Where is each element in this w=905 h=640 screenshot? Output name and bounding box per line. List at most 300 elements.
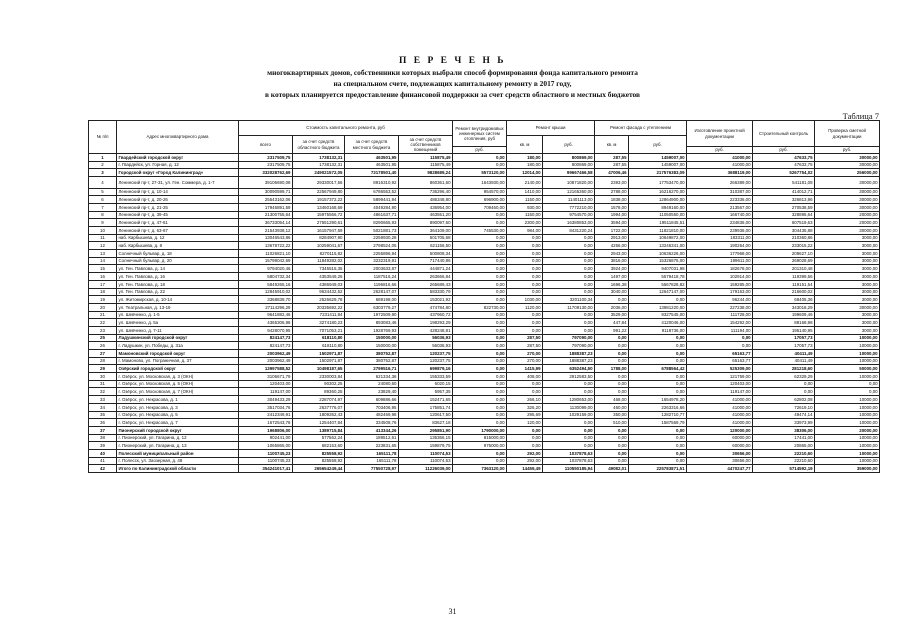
- cell-design: 182678,00: [687, 265, 753, 273]
- cell-local: 150000,00: [345, 334, 399, 342]
- header-design-unit: руб.: [687, 147, 753, 154]
- cell-heating: 0,00: [453, 242, 507, 250]
- cell-local: 413344,26: [345, 426, 399, 434]
- header-roof-sqm: кв. м: [507, 136, 543, 154]
- table-row: [89, 388, 880, 396]
- cell-address: г. Озёрск, ул. Московская, д. 3 (ОКН): [117, 373, 239, 381]
- cell-verification: 20000,00: [815, 211, 880, 219]
- cell-control: 199609,46: [753, 311, 815, 319]
- cell-local: 8916310,92: [345, 177, 399, 189]
- cell-no: 1: [89, 154, 117, 162]
- cell-design: 120403,00: [687, 380, 753, 388]
- cell-roof-rub: 800869,00: [543, 154, 595, 162]
- cell-owners: 159879,75: [399, 442, 453, 450]
- cell-address: Озёрский городской округ: [117, 365, 239, 373]
- cell-design: 41000,00: [687, 161, 753, 169]
- cell-roof-rub: 0,00: [543, 426, 595, 434]
- cell-local: 1928769,93: [345, 326, 399, 334]
- cell-address: Мамоновский городской округ: [117, 350, 239, 358]
- cell-total: 1672543,78: [239, 419, 293, 427]
- cell-no: 10: [89, 227, 117, 235]
- cell-roof-sqm: 0,00: [507, 250, 543, 258]
- cell-local: 2255896,94: [345, 250, 399, 258]
- cell-verification: 30000,00: [815, 154, 880, 162]
- cell-roof-rub: 110550185,94: [543, 465, 595, 473]
- cell-total: 3517034,76: [239, 403, 293, 411]
- cell-total: 3368839,70: [239, 296, 293, 304]
- table-row: [89, 288, 880, 296]
- cell-facade-rub: 4120046,00: [629, 319, 687, 327]
- cell-local: 77550728,97: [345, 465, 399, 473]
- cell-total: 824147,73: [239, 334, 293, 342]
- cell-regional: 27551290,61: [293, 219, 345, 227]
- cell-owners: 152471,65: [399, 396, 453, 404]
- document-subtitle-line-2: на специальном счете, подлежащих капитальному ремонту в 2017 году,: [333, 79, 572, 88]
- cell-owners: 500808,34: [399, 250, 453, 258]
- cell-roof-rub: 0,00: [543, 273, 595, 281]
- cell-roof-rub: 0,00: [543, 234, 595, 242]
- cell-regional: 22567949,80: [293, 188, 345, 196]
- cell-owners: 717440,86: [399, 257, 453, 265]
- cell-no: 5: [89, 188, 117, 196]
- cell-local: 73178501,40: [345, 169, 399, 177]
- cell-regional: 7231411,84: [293, 311, 345, 319]
- table-row: [89, 442, 880, 450]
- cell-facade-sqm: 287,55: [595, 154, 629, 162]
- cell-no: 25: [89, 334, 117, 342]
- cell-heating: 0,00: [453, 234, 507, 242]
- cell-no: 21: [89, 311, 117, 319]
- cell-total: 4365306,98: [239, 319, 293, 327]
- table-row: [89, 319, 880, 327]
- cell-design: 96244,00: [687, 296, 753, 304]
- cell-regional: 16157947,59: [293, 227, 345, 235]
- cell-facade-sqm: 47006,46: [595, 169, 629, 177]
- cell-facade-rub: 12647147,00: [629, 288, 687, 296]
- cell-roof-rub: 797090,00: [543, 342, 595, 350]
- cell-owners: 110074,53: [399, 449, 453, 457]
- cell-facade-sqm: 1497,00: [595, 273, 629, 281]
- cell-roof-rub: 10871820,00: [543, 177, 595, 189]
- cell-design: 120000,00: [687, 426, 753, 434]
- cell-heating: 0,00: [453, 273, 507, 281]
- table-row: [89, 188, 880, 196]
- cell-roof-rub: 0,00: [543, 419, 595, 427]
- cell-heating: 0,00: [453, 419, 507, 427]
- cell-design: 154292,00: [687, 319, 753, 327]
- cell-verification: 3000,00: [815, 273, 880, 281]
- cell-facade-rub: 15326875,00: [629, 257, 687, 265]
- cell-facade-rub: 6788564,42: [629, 365, 687, 373]
- cell-heating: 0,00: [453, 365, 507, 373]
- cell-control: 541181,08: [753, 177, 815, 189]
- cell-local: 5899441,94: [345, 196, 399, 204]
- cell-no: 14: [89, 257, 117, 265]
- cell-no: 23: [89, 326, 117, 334]
- cell-control: 40411,49: [753, 350, 815, 358]
- cell-address: Ленинский пр-т, 27-31, ул. Ген. Соммера, д. 1-7: [117, 177, 239, 189]
- cell-local: 3232319,81: [345, 257, 399, 265]
- cell-facade-rub: 0,00: [629, 388, 687, 396]
- cell-roof-rub: 0,00: [543, 257, 595, 265]
- cell-total: 2317509,75: [239, 161, 293, 169]
- cell-local: 6786553,52: [345, 188, 399, 196]
- cell-verification: 10000,00: [815, 342, 880, 350]
- cell-roof-sqm: 287,50: [507, 342, 543, 350]
- cell-roof-sqm: 2300,00: [507, 219, 543, 227]
- cell-no: 11: [89, 234, 117, 242]
- cell-facade-sqm: 1578,00: [595, 203, 629, 211]
- cell-no: 32: [89, 388, 117, 396]
- cell-facade-rub: 1459007,00: [629, 154, 687, 162]
- cell-facade-rub: 11050550,00: [629, 211, 687, 219]
- cell-address: г. Озёрск, ул. Некрасова, д. 5: [117, 411, 239, 419]
- cell-design: 266389,00: [687, 177, 753, 189]
- cell-control: 210360,86: [753, 234, 815, 242]
- cell-facade-rub: 0,00: [629, 296, 687, 304]
- cell-no: 37: [89, 426, 117, 434]
- cell-no: 2: [89, 161, 117, 169]
- cell-control: 20865,00: [753, 442, 815, 450]
- cell-regional: 618110,80: [293, 342, 345, 350]
- cell-roof-sqm: 266,10: [507, 396, 543, 404]
- header-facade: Ремонт фасада с утеплением: [595, 121, 687, 136]
- cell-roof-sqm: 1120,00: [507, 303, 543, 311]
- cell-roof-rub: 11401113,00: [543, 196, 595, 204]
- table-row: [89, 177, 880, 189]
- header-facade-sqm: кв. м: [595, 136, 629, 154]
- cell-total: 1065865,00: [239, 442, 293, 450]
- cell-design: 111194,00: [687, 326, 753, 334]
- cell-heating: 1643930,00: [453, 177, 507, 189]
- cell-control: 47633,75: [753, 154, 815, 162]
- table-row: [89, 373, 880, 381]
- cell-roof-sqm: 292,00: [507, 449, 543, 457]
- cell-local: 24080,60: [345, 380, 399, 388]
- cell-roof-rub: 3201100,34: [543, 296, 595, 304]
- cell-roof-sqm: 0,00: [507, 280, 543, 288]
- cell-design: 65163,77: [687, 357, 753, 365]
- cell-regional: 29330017,56: [293, 177, 345, 189]
- cell-facade-rub: 225783871,51: [629, 465, 687, 473]
- cell-heating: 696900,00: [453, 196, 507, 204]
- cell-facade-sqm: 0,00: [595, 357, 629, 365]
- header-no: № п/п: [89, 121, 117, 154]
- cell-roof-sqm: 287,50: [507, 334, 543, 342]
- cell-control: 62802,08: [753, 396, 815, 404]
- cell-design: 234836,00: [687, 219, 753, 227]
- cell-verification: 359000,00: [815, 465, 880, 473]
- cell-total: 17946891,59: [239, 203, 293, 211]
- cell-total: 120403,00: [239, 380, 293, 388]
- table-row: [89, 426, 880, 434]
- cell-heating: 975000,00: [453, 442, 507, 450]
- cell-roof-sqm: 0,00: [507, 288, 543, 296]
- header-regional: за счет средств областного бюджета: [293, 136, 345, 154]
- cell-facade-rub: 5579418,78: [629, 273, 687, 281]
- cell-local: 1972509,90: [345, 311, 399, 319]
- table-row: [89, 380, 880, 388]
- cell-facade-sqm: 0,00: [595, 296, 629, 304]
- cell-owners: 9828689,24: [399, 169, 453, 177]
- cell-owners: 474784,80: [399, 303, 453, 311]
- cell-heating: 0,00: [453, 342, 507, 350]
- cell-no: 36: [89, 419, 117, 427]
- cell-regional: 8270115,82: [293, 250, 345, 258]
- table-row: [89, 357, 880, 365]
- table-row: [89, 203, 880, 211]
- cell-address: ул. Ген. Павлова, д. 22: [117, 288, 239, 296]
- cell-no: 6: [89, 196, 117, 204]
- cell-regional: 90302,25: [293, 380, 345, 388]
- cell-address: Ленинский пр-т, д. 21-25: [117, 203, 239, 211]
- cell-roof-sqm: 1150,00: [507, 211, 543, 219]
- cell-facade-sqm: 510,00: [595, 419, 629, 427]
- cell-no: 33: [89, 396, 117, 404]
- cell-owners: 501705,68: [399, 234, 453, 242]
- header-roof-rub: руб.: [543, 136, 595, 154]
- cell-control: 269028,69: [753, 257, 815, 265]
- cell-owners: 736296,40: [399, 188, 453, 196]
- cell-roof-rub: 6352494,50: [543, 365, 595, 373]
- cell-heating: 0,00: [453, 449, 507, 457]
- cell-verification: 20000,00: [815, 426, 880, 434]
- cell-facade-sqm: 0,00: [595, 380, 629, 388]
- cell-local: 189512,61: [345, 434, 399, 442]
- cell-owners: 110074,53: [399, 457, 453, 465]
- cell-roof-rub: 1130099,00: [543, 403, 595, 411]
- cell-total: 39106690,08: [239, 177, 293, 189]
- cell-facade-sqm: 0,00: [595, 350, 629, 358]
- header-verification: Проверка сметной документации: [815, 121, 880, 147]
- cell-verification: 10000,00: [815, 350, 880, 358]
- cell-design: 121759,00: [687, 373, 753, 381]
- cell-control: 216600,02: [753, 288, 815, 296]
- cell-address: г. Озёрск, ул. Московская, д. 5 (ОКН): [117, 380, 239, 388]
- cell-facade-sqm: 1722,00: [595, 227, 629, 235]
- cell-heating: 0,00: [453, 380, 507, 388]
- cell-owners: 175851,74: [399, 403, 453, 411]
- cell-local: 334508,76: [345, 419, 399, 427]
- cell-local: 150000,00: [345, 342, 399, 350]
- cell-roof-sqm: 1410,00: [507, 188, 543, 196]
- cell-facade-rub: 5567828,82: [629, 280, 687, 288]
- header-verification-unit: руб.: [815, 147, 880, 154]
- cell-facade-rub: 0,00: [629, 434, 687, 442]
- cell-verification: 10000,00: [815, 434, 880, 442]
- cell-control: 326813,96: [753, 196, 815, 204]
- cell-control: 47633,75: [753, 161, 815, 169]
- table-row: [89, 227, 880, 235]
- cell-design: 179163,00: [687, 288, 753, 296]
- cell-control: 17057,73: [753, 334, 815, 342]
- cell-design: 177968,00: [687, 250, 753, 258]
- cell-verification: 3000,00: [815, 326, 880, 334]
- cell-facade-rub: 1282710,77: [629, 411, 687, 419]
- header-cost-group: Стоимость капитального ремонта, руб: [239, 121, 453, 136]
- cell-address: Ладушкинский городской округ: [117, 334, 239, 342]
- header-control-unit: руб.: [753, 147, 815, 154]
- cell-roof-sqm: 12014,00: [507, 169, 543, 177]
- cell-local: 2798524,05: [345, 242, 399, 250]
- cell-no: 16: [89, 273, 117, 281]
- cell-local: 165111,78: [345, 449, 399, 457]
- cell-verification: 3000,00: [815, 288, 880, 296]
- cell-total: 5804732,34: [239, 273, 293, 281]
- cell-verification: 30000,00: [815, 196, 880, 204]
- cell-heating: 7363120,00: [453, 465, 507, 473]
- table-row: [89, 419, 880, 427]
- cell-roof-sqm: 408,00: [507, 373, 543, 381]
- cell-roof-sqm: 0,00: [507, 434, 543, 442]
- table-row: [89, 196, 880, 204]
- cell-roof-rub: 99667466,58: [543, 169, 595, 177]
- cell-heating: 0,00: [453, 350, 507, 358]
- cell-local: 6303779,27: [345, 303, 399, 311]
- table-row: [89, 265, 880, 273]
- cell-local: 165111,78: [345, 457, 399, 465]
- cell-verification: 10000,00: [815, 449, 880, 457]
- cell-design: 310387,00: [687, 188, 753, 196]
- cell-facade-rub: 1587569,79: [629, 419, 687, 427]
- cell-roof-sqm: 1415,99: [507, 365, 543, 373]
- cell-total: 354241017,41: [239, 465, 293, 473]
- cell-regional: 249021572,05: [293, 169, 345, 177]
- cell-heating: 0,00: [453, 265, 507, 273]
- cell-roof-rub: 1037878,63: [543, 457, 595, 465]
- cell-regional: 2526629,78: [293, 296, 345, 304]
- cell-no: 34: [89, 403, 117, 411]
- cell-regional: 2330003,84: [293, 373, 345, 381]
- cell-local: 2628147,07: [345, 288, 399, 296]
- cell-roof-rub: 11709130,00: [543, 303, 595, 311]
- cell-verification: 30000,00: [815, 177, 880, 189]
- table-row: [89, 311, 880, 319]
- cell-facade-sqm: 2036,00: [595, 303, 629, 311]
- cell-roof-rub: 0,00: [543, 434, 595, 442]
- cell-owners: 11226039,00: [399, 465, 453, 473]
- cell-total: 5849265,16: [239, 280, 293, 288]
- cell-local: 621334,36: [345, 373, 399, 381]
- cell-verification: 3000,00: [815, 296, 880, 304]
- cell-address: Итого по Калининградской области: [117, 465, 239, 473]
- cell-regional: 1738132,31: [293, 154, 345, 162]
- cell-address: г. Озёрск, ул. Некрасова, д. 1: [117, 396, 239, 404]
- cell-design: 41000,00: [687, 411, 753, 419]
- cell-address: ул. Шевченко, д. 5а: [117, 319, 239, 327]
- cell-roof-sqm: 0,00: [507, 380, 543, 388]
- cell-roof-sqm: 292,00: [507, 457, 543, 465]
- cell-owners: 56036,93: [399, 342, 453, 350]
- cell-verification: 50000,00: [815, 365, 880, 373]
- cell-no: 42: [89, 465, 117, 473]
- cell-no: 39: [89, 442, 117, 450]
- cell-design: 213567,00: [687, 203, 753, 211]
- cell-design: 41000,00: [687, 154, 753, 162]
- cell-roof-rub: 1280653,00: [543, 396, 595, 404]
- cell-regional: 20335692,22: [293, 303, 345, 311]
- table-row: [89, 365, 880, 373]
- cell-roof-sqm: 14459,49: [507, 465, 543, 473]
- cell-facade-rub: 2263316,66: [629, 403, 687, 411]
- cell-design: 119147,00: [687, 388, 753, 396]
- cell-facade-sqm: 447,84: [595, 319, 629, 327]
- cell-roof-sqm: 0,00: [507, 273, 543, 281]
- cell-facade-sqm: 991,22: [595, 326, 629, 334]
- cell-control: 343018,29: [753, 303, 815, 311]
- cell-total: 27114296,29: [239, 303, 293, 311]
- cell-roof-sqm: 295,69: [507, 411, 543, 419]
- cell-facade-sqm: 0,00: [595, 457, 629, 465]
- cell-control: 40411,49: [753, 357, 815, 365]
- cell-facade-rub: 17753470,00: [629, 177, 687, 189]
- cell-roof-sqm: 0,00: [507, 442, 543, 450]
- cell-heating: 0,00: [453, 403, 507, 411]
- cell-facade-sqm: 1788,00: [595, 365, 629, 373]
- cell-regional: 265654249,44: [293, 465, 345, 473]
- cell-total: 9641882,46: [239, 311, 293, 319]
- cell-verification: 30000,00: [815, 188, 880, 196]
- cell-owners: 198293,29: [399, 319, 453, 327]
- cell-address: ул. Ген. Павлова, д. 18: [117, 280, 239, 288]
- cell-design: 102914,00: [687, 273, 753, 281]
- cell-address: Ленинский пр-т, д. 10-14: [117, 188, 239, 196]
- cell-heating: 0,00: [453, 288, 507, 296]
- cell-owners: 295851,90: [399, 426, 453, 434]
- cell-facade-rub: 1654978,20: [629, 396, 687, 404]
- cell-control: 22210,60: [753, 457, 815, 465]
- cell-regional: 15975566,72: [293, 211, 345, 219]
- table-row: [89, 396, 880, 404]
- cell-control: 17057,73: [753, 342, 815, 350]
- cell-owners: 699879,16: [399, 365, 453, 373]
- cell-local: 689198,00: [345, 296, 399, 304]
- header-heating-unit: руб.: [453, 147, 507, 154]
- cell-roof-rub: 797090,00: [543, 334, 595, 342]
- cell-heating: 0,00: [453, 219, 507, 227]
- cell-roof-rub: 9754570,00: [543, 211, 595, 219]
- cell-owners: 621156,50: [399, 242, 453, 250]
- table-body: [89, 154, 880, 473]
- cell-owners: 155333,59: [399, 373, 453, 381]
- cell-facade-rub: 0,00: [629, 426, 687, 434]
- header-address: Адрес многоквартирного дома: [117, 121, 239, 154]
- cell-facade-sqm: 0,00: [595, 388, 629, 396]
- cell-heating: 0,00: [453, 373, 507, 381]
- cell-facade-sqm: 3816,00: [595, 257, 629, 265]
- cell-heating: 5573120,00: [453, 169, 507, 177]
- cell-facade-rub: 217576383,09: [629, 169, 687, 177]
- cell-verification: 30000,00: [815, 203, 880, 211]
- cell-facade-sqm: 0,00: [595, 426, 629, 434]
- cell-roof-sqm: 0,00: [507, 311, 543, 319]
- cell-verification: 3000,00: [815, 319, 880, 327]
- cell-roof-sqm: 0,00: [507, 265, 543, 273]
- cell-heating: 0,00: [453, 257, 507, 265]
- cell-owners: 583330,79: [399, 288, 453, 296]
- cell-control: 72619,10: [753, 403, 815, 411]
- cell-total: 3106671,79: [239, 373, 293, 381]
- table-row: [89, 326, 880, 334]
- cell-control: 49474,14: [753, 411, 815, 419]
- cell-total: 25543162,06: [239, 196, 293, 204]
- cell-facade-sqm: 0,00: [595, 449, 629, 457]
- cell-local: 2003633,87: [345, 265, 399, 273]
- cell-verification: 3000,00: [815, 242, 880, 250]
- cell-facade-sqm: 287,55: [595, 161, 629, 169]
- cell-local: 4861637,71: [345, 211, 399, 219]
- cell-local: 4049284,90: [345, 203, 399, 211]
